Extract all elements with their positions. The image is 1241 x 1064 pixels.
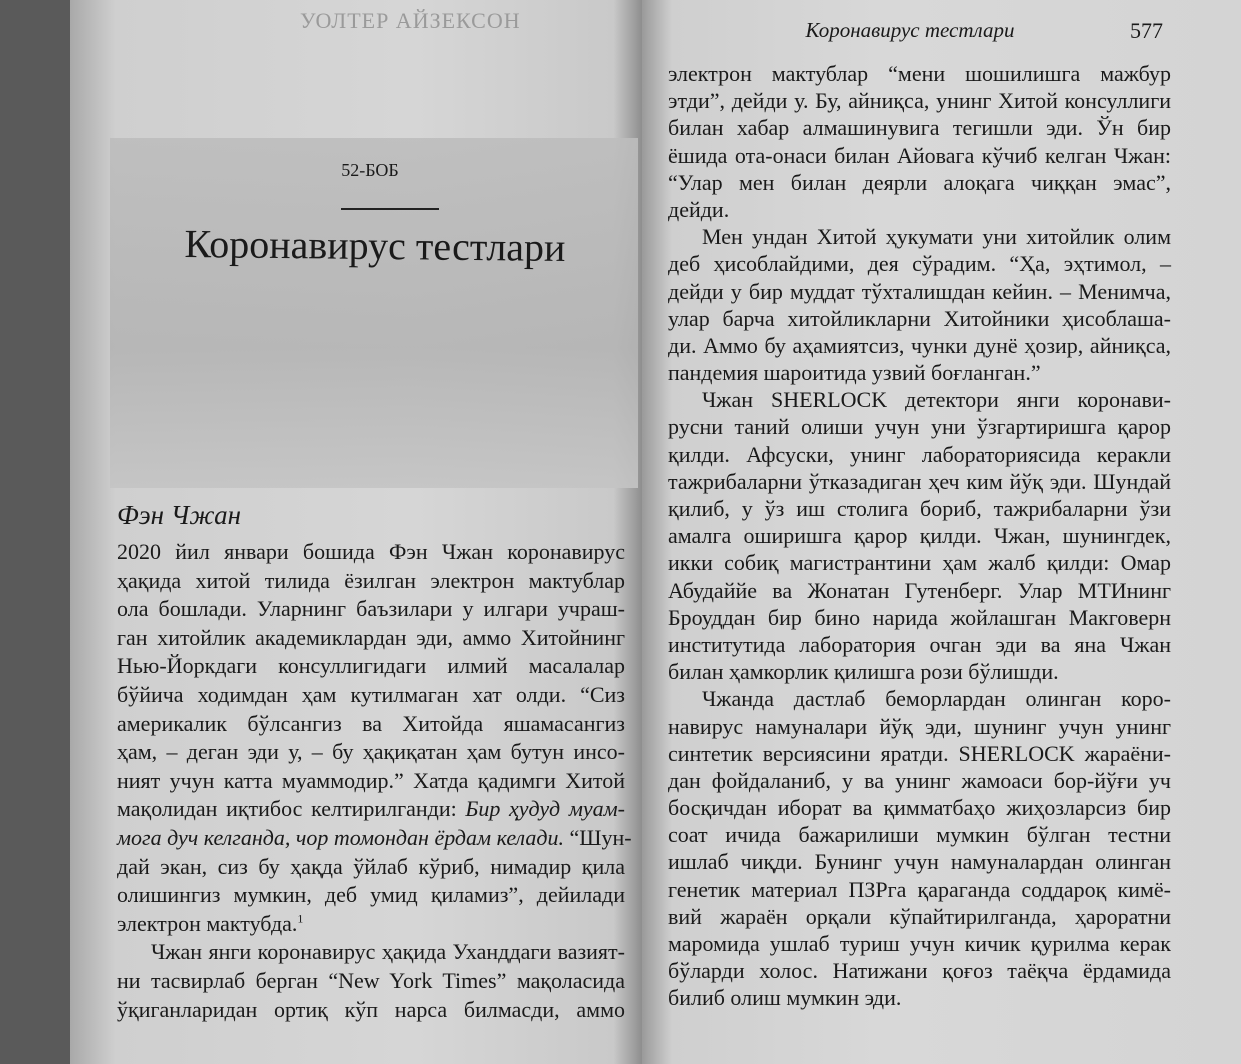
text-line: Броуддан бир бино нарида жойлашган Макговерн — [668, 604, 1171, 630]
page-number: 577 — [1130, 18, 1163, 43]
text-line: Чжан янги коронавирус ҳақида Уханддаги вазият- — [151, 939, 625, 965]
text-line: генетик материал ПЗРга қараганда соддароқ кимё- — [668, 876, 1171, 902]
text-line: ёшида ота-онаси билан Айовага кўчиб келган Чжан: — [668, 142, 1171, 168]
text-line: икки собиқ магистрантини ҳам жалб қилди: Омар — [668, 550, 1171, 576]
section-title: Фэн Чжан — [117, 500, 242, 530]
text-span: “Шун- — [564, 824, 632, 850]
text-line: деб ҳисоблайдими, дея сўрадим. “Ҳа, эҳтимол, – — [668, 251, 1171, 277]
text-line: русни таний олиши учун уни ўзгартиришга қарор — [668, 414, 1171, 440]
text-line: навирус намуналари йўқ эди, шунинг учун унинг — [668, 713, 1171, 739]
text-line: электрон мактублар “мени шошилишга мажбур — [668, 61, 1171, 86]
text-line: ишлаб чиқди. Бунинг учун намуналардан олинган — [668, 849, 1171, 875]
chapter-divider — [341, 208, 439, 210]
text-line: этди”, дейди у. Бу, айниқса, унинг Хитой консуллиги — [668, 88, 1171, 114]
text-line: бўйича ходимдан ҳам кутилмаган хат олди. “Сиз — [117, 681, 625, 707]
text-line: маромида ушлаб туриш учун кичик қурилма керак — [668, 931, 1171, 956]
text-line — [117, 910, 625, 939]
text-line: дай экан, сиз бу ҳақда ўйлаб кўриб, нимадир қила — [117, 853, 625, 879]
text-line: билан хабар алмашинувига тегишли эди. Ўн бир — [668, 115, 1171, 141]
text-line: вий жараён орқали кўпайтирилганда, ҳароратни — [668, 903, 1171, 929]
text-line: “Улар мен билан деярли алоқага чиққан эмас”, — [668, 169, 1171, 195]
text-line: дан фойдаланиб, у ва унинг жамоаси бор-йўғи уч — [668, 767, 1171, 793]
text-line — [117, 824, 632, 853]
text-line: синтетик версиясини яратди. SHERLOCK жараёни- — [668, 740, 1171, 766]
text-line: қилди. Афсуски, унинг лабораториясида керакли — [668, 441, 1171, 467]
text-line: пандемия шароитида узвий боғланган.” — [668, 360, 1041, 386]
text-line: ният учун катта муаммодир.” Хатда қадимги Хитой — [117, 767, 625, 793]
text-line: ни тасвирлаб берган “New York Times” мақоласида — [117, 967, 625, 993]
text-line: тажрибаларни ўтказадиган ҳеч ким йўқ эди. Шундай — [668, 468, 1171, 494]
text-line: америкалик бўлсангиз ва Хитойда яшамасангиз — [117, 710, 625, 736]
text-line: амалга оширишга қарор қилди. Чжан, шунингдек, — [668, 523, 1171, 549]
text-line: улар барча хитойликларни Хитойники ҳисоблаша- — [668, 305, 1171, 331]
italic-quote: мога дуч келганда, чор томондан ёрдам келади. — [117, 824, 565, 850]
text-line: ҳам, – деган эди у, – бу ҳақиқатан ҳам бутун инсо- — [117, 739, 625, 765]
ghost-header-showthrough: УОЛТЕР АЙЗЕКСОН — [300, 8, 521, 33]
text-line: Чжанда дастлаб беморлардан олинган коро- — [702, 686, 1171, 712]
text-line: ган хитойлик академиклардан эди, аммо Хитойнинг — [117, 624, 625, 650]
text-line: бўларди холос. Натижани қоғоз таёқча ёрдамида — [668, 958, 1171, 984]
text-span: электрон мактубда. — [117, 910, 298, 936]
text-line: Чжан SHERLOCK детектори янги коронави- — [702, 387, 1171, 413]
running-head: Коронавирус тестлари — [805, 18, 1015, 42]
text-line: дейди. — [668, 196, 730, 222]
chapter-title: Коронавирус тестлари — [184, 221, 566, 270]
text-line: ола бошлади. Уларнинг баъзилари у илгари учраш- — [117, 596, 625, 622]
text-line: Абудаййе ва Жонатан Гутенберг. Улар МТИнинг — [668, 577, 1171, 603]
text-line: олишингиз мумкин, деб умид қиламиз”, дейилади — [117, 882, 625, 908]
left-body-text — [117, 538, 632, 1024]
text-line: 2020 йил январи бошида Фэн Чжан коронавирус — [117, 539, 625, 564]
text-line: институтида лаборатория очган эди ва яна Чжан — [668, 631, 1171, 657]
text-line: билан ҳамкорлик қилишга рози бўлишди. — [668, 659, 1059, 685]
text-line: дейди у бир муддат тўхталишдан кейин. – Менимча, — [668, 278, 1171, 304]
text-line: Мен ундан Хитой ҳукумати уни хитойлик олим — [702, 224, 1171, 250]
text-line — [117, 795, 625, 824]
text-line: соат ичида бажарилиши мумкин бўлган тестни — [668, 822, 1171, 848]
text-line: ўқиганларидан ортиқ кўп нарса билмасди, аммо — [117, 996, 625, 1022]
chapter-number: 52-БОБ — [341, 160, 399, 180]
text-line: босқичдан иборат ва қимматбаҳо жиҳозларсиз бир — [668, 795, 1171, 821]
footnote-marker: 1 — [297, 911, 304, 926]
right-body-text — [668, 60, 1171, 1012]
text-line: Нью-Йоркдаги консуллигидаги илмий масалалар — [117, 653, 625, 679]
text-line: ди. Аммо бу аҳамиятсиз, чунки дунё ҳозир, айниқса, — [668, 332, 1171, 358]
text-line: билиб олиш мумкин эди. — [668, 985, 902, 1011]
text-span: мақолидан иқтибос келтирилганди: — [117, 796, 466, 822]
text-line: ҳақида хитой тилида ёзилган электрон мактублар — [117, 567, 625, 593]
text-line: қилиб, у ўз иш столига бориб, тажрибаларни ўзи — [668, 496, 1171, 521]
italic-quote: Бир ҳудуд муам- — [465, 796, 625, 822]
chapter-background-photo — [110, 138, 638, 488]
